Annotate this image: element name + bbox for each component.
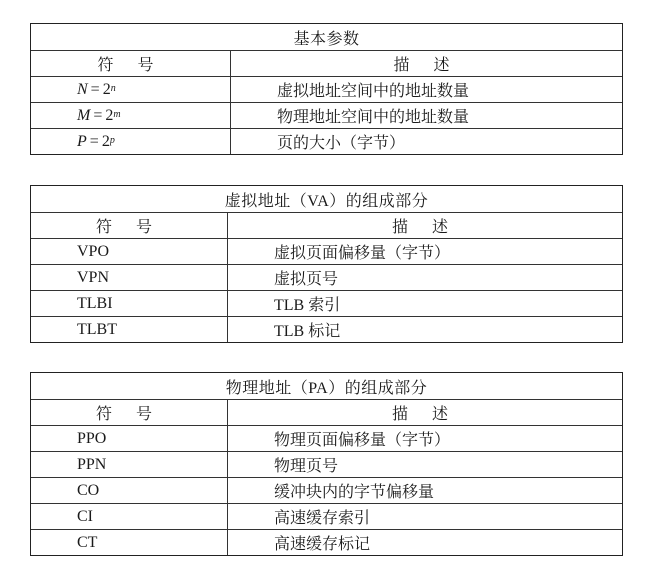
symbol-column-header: 符 号 (31, 213, 228, 238)
table-header-row (31, 399, 622, 425)
table-row (31, 503, 622, 529)
description-cell: 高速缓存标记 (274, 536, 371, 553)
table-row (31, 451, 622, 477)
table-row (31, 102, 622, 128)
symbol-cell: N = 2 $^n$ (31, 77, 231, 102)
symbol-variable: M (77, 106, 91, 124)
symbol-cell: VPO (31, 239, 228, 264)
symbol-variable: P (77, 132, 87, 150)
symbol-cell: TLBI (31, 291, 228, 316)
table-row (31, 238, 622, 264)
description-cell: 页的大小（字节） (277, 135, 406, 152)
table-row (31, 290, 622, 316)
description-cell: 物理页号 (274, 458, 339, 475)
symbol-cell: PPO (31, 426, 228, 451)
physical-address-table (30, 372, 623, 556)
symbol-cell: VPN (31, 265, 228, 290)
symbol-cell: CI (31, 504, 228, 529)
symbol-column-header: 符 号 (31, 51, 231, 76)
description-cell: 虚拟页面偏移量（字节） (274, 245, 451, 262)
table-row (31, 316, 622, 342)
description-column-header: 描 述 (393, 57, 460, 74)
symbol-base: 2 (101, 132, 110, 150)
table-row (31, 76, 622, 102)
description-column-header: 描 述 (391, 219, 458, 236)
symbol-column-header: 符 号 (31, 400, 228, 425)
symbol-cell: M = 2 $^m$ (31, 103, 231, 128)
symbol-cell: TLBT (31, 317, 228, 342)
description-column-header: 描 述 (391, 406, 458, 423)
description-cell: 物理页面偏移量（字节） (274, 432, 451, 449)
symbol-cell: P = 2 $^p$ (31, 129, 231, 154)
description-cell: 高速缓存索引 (274, 510, 371, 527)
table-header-row (31, 212, 622, 238)
symbol-cell: CO (31, 478, 228, 503)
description-cell: TLB 标记 (274, 323, 341, 340)
table-row (31, 128, 622, 154)
description-cell: 虚拟页号 (274, 271, 339, 288)
basic-parameters-table (30, 23, 623, 155)
description-cell: 物理地址空间中的地址数量 (277, 109, 470, 126)
table-caption: 基本参数 (293, 30, 360, 48)
table-row (31, 529, 622, 555)
description-cell: 虚拟地址空间中的地址数量 (277, 83, 470, 100)
table-caption: 物理地址（PA）的组成部分 (225, 379, 428, 397)
symbol-base: 2 (102, 80, 111, 98)
description-cell: 缓冲块内的字节偏移量 (274, 484, 435, 501)
symbol-cell: CT (31, 530, 228, 555)
description-cell: TLB 索引 (274, 297, 341, 314)
table-caption: 虚拟地址（VA）的组成部分 (224, 192, 429, 210)
symbol-cell: PPN (31, 452, 228, 477)
table-header-row (31, 50, 622, 76)
table-row (31, 264, 622, 290)
table-row (31, 425, 622, 451)
symbol-base: 2 (105, 106, 114, 124)
virtual-address-table (30, 185, 623, 343)
symbol-variable: N (77, 80, 88, 98)
table-row (31, 477, 622, 503)
